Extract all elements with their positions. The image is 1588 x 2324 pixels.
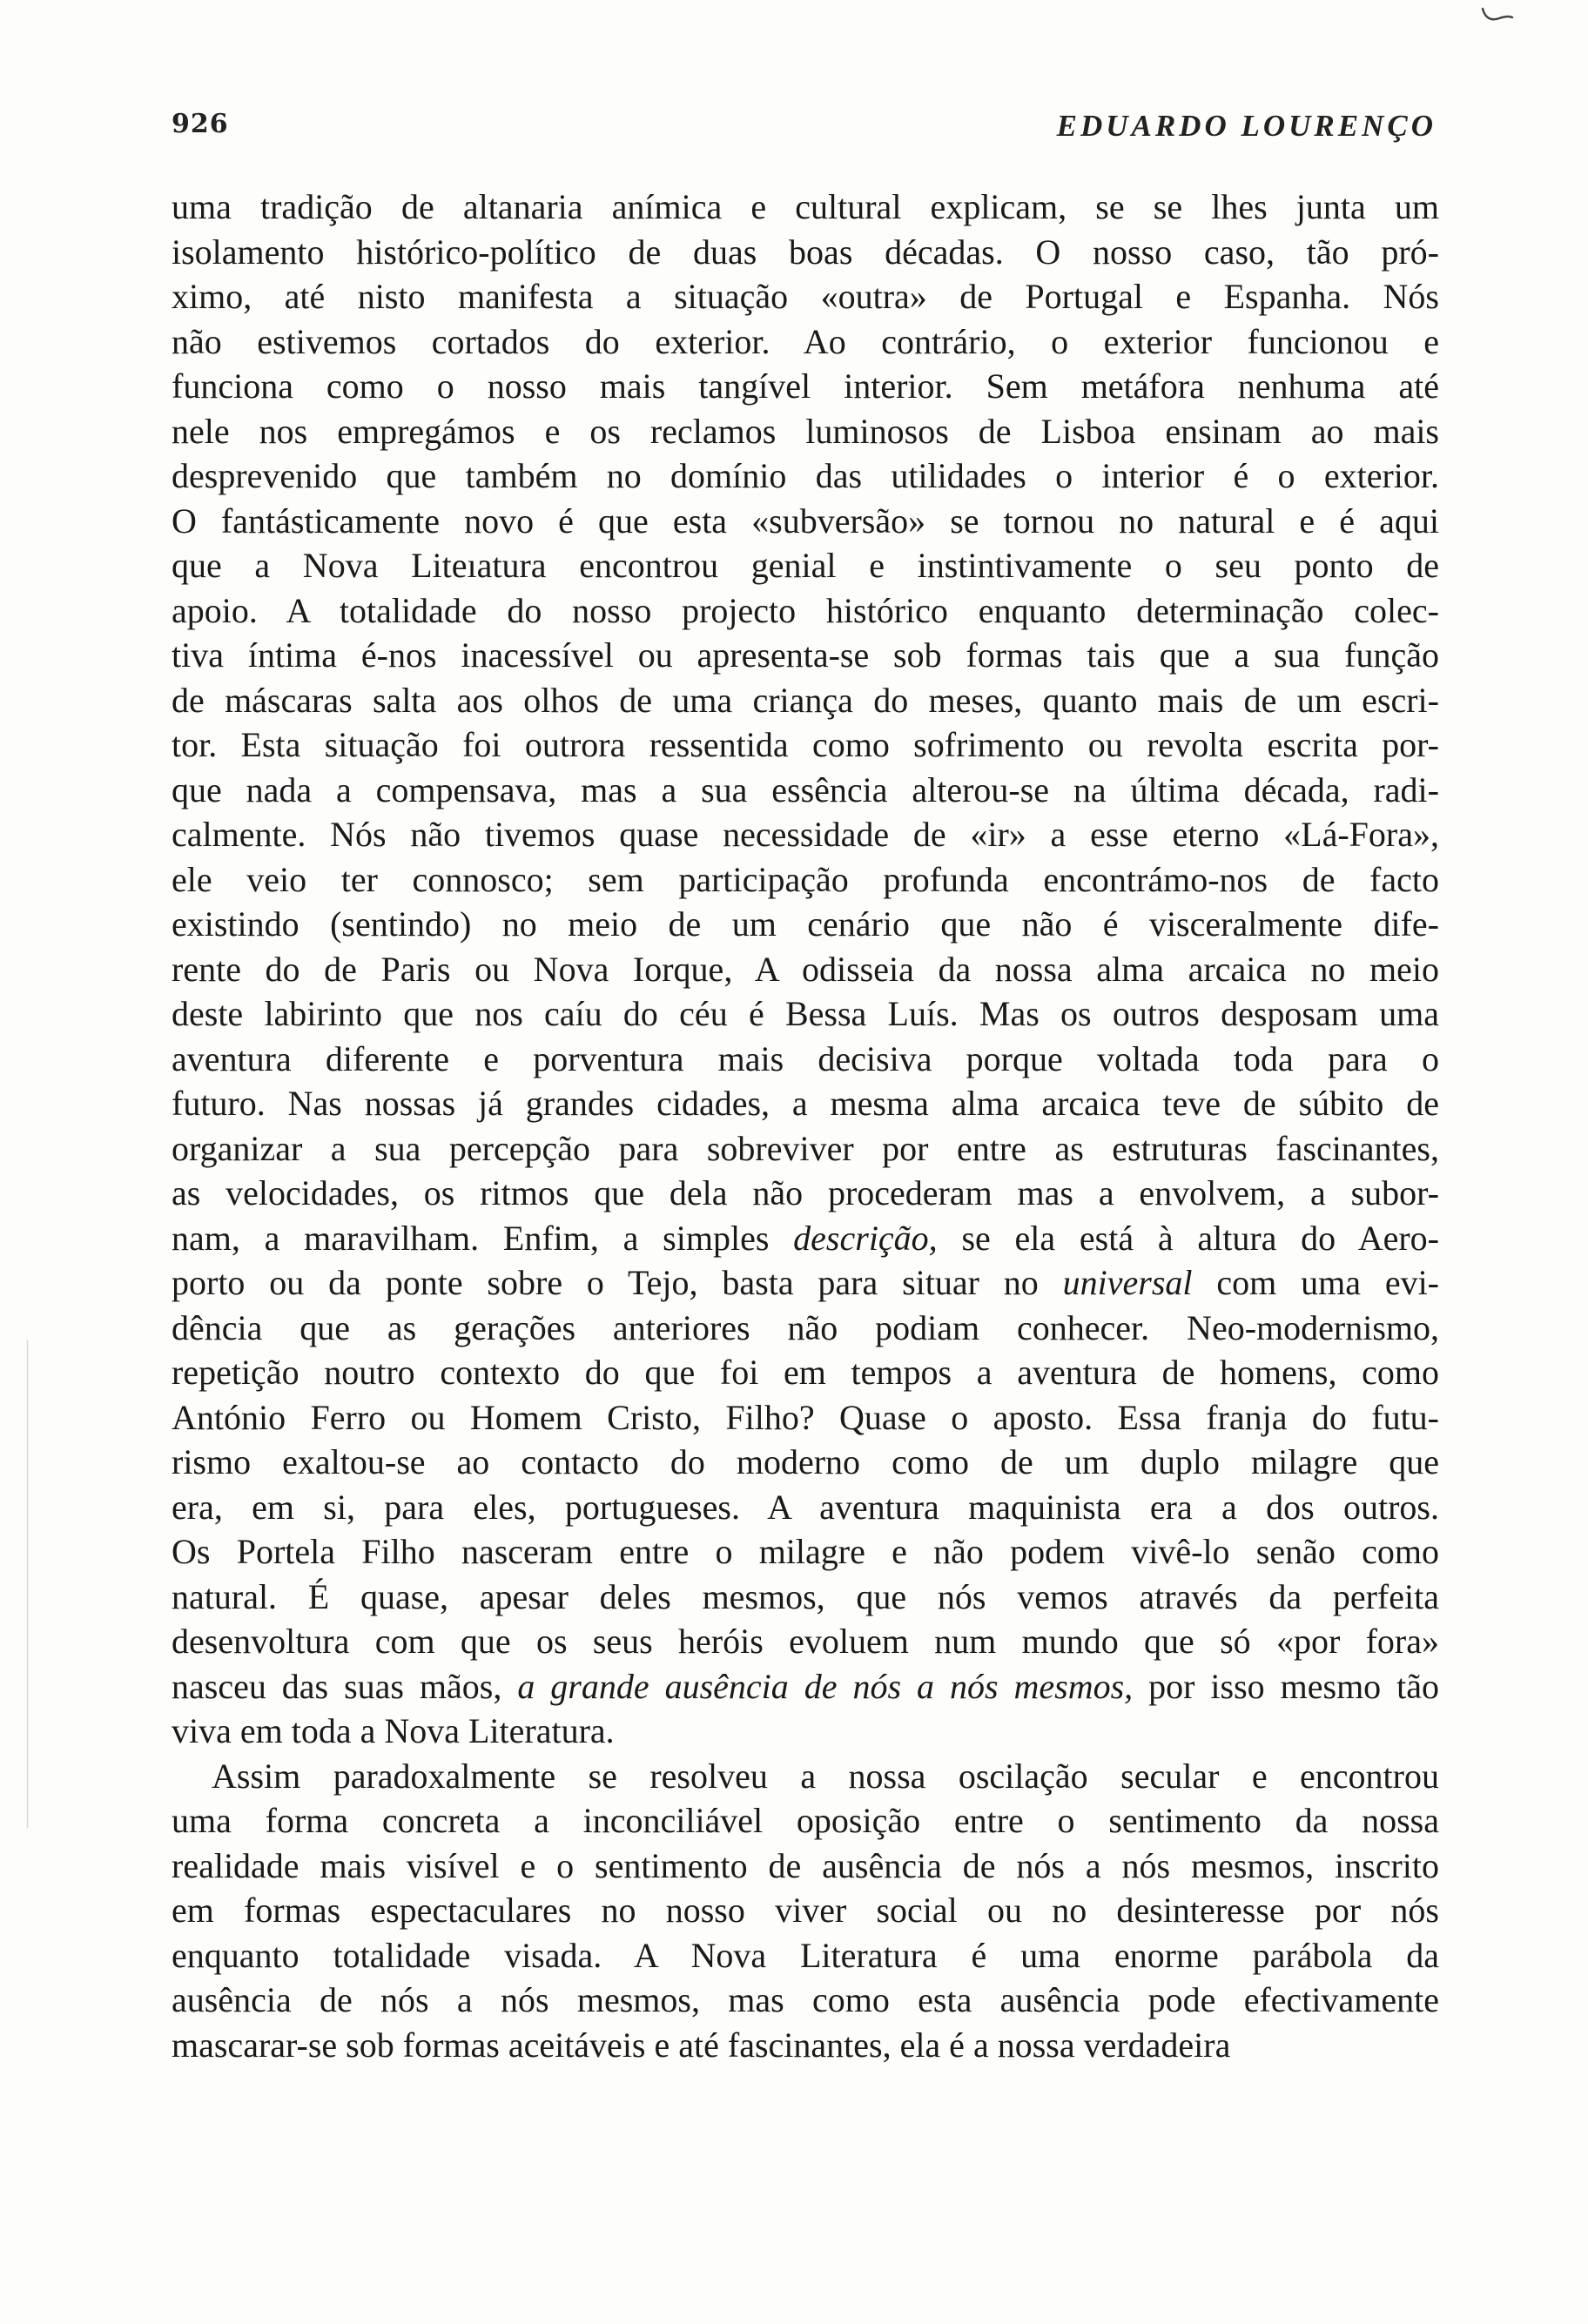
text-run: rente do de Paris ou Nova Iorque, A odisseia da nossa alma arcaica no meio xyxy=(172,949,1439,989)
text-run: calmente. Nós não tivemos quase necessidade de «ir» a esse eterno «Lá-Fora», xyxy=(172,815,1439,854)
text-run: desprevenido que também no domínio das utilidades o interior é o exterior. xyxy=(172,456,1439,495)
text-run: isolamento histórico-político de duas boas décadas. O nosso caso, tão pró- xyxy=(172,232,1439,272)
text-run: tiva íntima é-nos inacessível ou apresenta-se sob formas tais que a sua função xyxy=(172,635,1439,675)
text-line xyxy=(172,722,1439,768)
text-line xyxy=(172,678,1439,723)
text-line xyxy=(172,1619,1439,1664)
text-run: ximo, até nisto manifesta a situação «outra» de Portugal e Espanha. Nós xyxy=(172,277,1439,316)
text-line xyxy=(172,1888,1439,1933)
text-run: em formas espectaculares no nosso viver social ou no desinteresse por nós xyxy=(172,1891,1439,1930)
text-run: tor. Esta situação foi outrora ressentida como sofrimento ou revolta escrita por- xyxy=(172,725,1439,764)
text-run: que nada a compensava, mas a sua essência alterou-se na última década, radi- xyxy=(172,769,1439,809)
text-run: mascarar-se sob formas aceitáveis e até fascinantes, ela é a nossa verdadeira xyxy=(172,2025,1231,2065)
text-line xyxy=(172,1395,1439,1441)
text-run: por isso mesmo tão xyxy=(1133,1666,1440,1706)
text-line xyxy=(172,230,1439,275)
page-number: 926 xyxy=(172,109,229,139)
text-run: nasceu das suas mãos, xyxy=(172,1666,518,1706)
text-run: O fantásticamente novo é que esta «subversão» se tornou no natural e é aqui xyxy=(172,500,1439,541)
text-run: rismo exaltou-se ao contacto do moderno como de um duplo milagre que xyxy=(172,1442,1439,1481)
text-line xyxy=(172,453,1439,499)
text-line xyxy=(172,768,1439,813)
text-line xyxy=(172,1978,1439,2023)
text-run: enquanto totalidade visada. A Nova Literatura é uma enorme parábola da xyxy=(172,1935,1439,1975)
text-line xyxy=(172,812,1439,857)
pencil-mark-icon xyxy=(1480,3,1515,24)
text-line xyxy=(172,185,1439,230)
text-run: porto ou da ponte sobre o Tejo, basta para situar no xyxy=(172,1263,1063,1302)
scan-gutter-line xyxy=(26,1340,29,1828)
text-run: realidade mais visível e o sentimento de ausência de nós a nós mesmos, inscrito xyxy=(172,1845,1439,1885)
text-line xyxy=(172,2023,1439,2068)
text-run: nam, a maravilham. Enfim, a simples xyxy=(172,1218,794,1258)
text-run: existindo (sentindo) no meio de um cenário que não é visceralmente dife- xyxy=(172,904,1439,944)
text-line xyxy=(172,1798,1439,1844)
text-run: repetição noutro contexto do que foi em tempos a aventura de homens, como xyxy=(172,1353,1439,1392)
text-run: funciona como o nosso mais tangível interior. Sem metáfora nenhuma até xyxy=(172,366,1439,406)
text-line xyxy=(172,319,1439,365)
text-line xyxy=(172,1171,1439,1216)
text-line xyxy=(172,1126,1439,1172)
text-line xyxy=(172,1664,1439,1709)
text-run: Assim paradoxalmente se resolveu a nossa oscilação secular e encontrou xyxy=(212,1756,1439,1796)
text-run: que a Nova Liteıatura encontrou genial e instintivamente o seu ponto de xyxy=(172,546,1439,585)
text-line xyxy=(172,409,1439,454)
text-run: se ela está à altura do Aero- xyxy=(937,1218,1439,1258)
text-line xyxy=(172,588,1439,634)
text-run: de máscaras salta aos olhos de uma criança do meses, quanto mais de um escri- xyxy=(172,680,1439,720)
text-run: ele veio ter connosco; sem participação profunda encontrámo-nos de facto xyxy=(172,859,1439,899)
text-run: não estivemos cortados do exterior. Ao contrário, o exterior funcionou e xyxy=(172,321,1439,361)
text-line xyxy=(172,1260,1439,1306)
text-line xyxy=(172,1216,1439,1261)
text-run: nele nos empregámos e os reclamos luminosos de Lisboa ensinam ao mais xyxy=(172,411,1439,451)
text-run: viva em toda a Nova Literatura. xyxy=(172,1711,615,1750)
text-line xyxy=(172,1037,1439,1082)
text-line xyxy=(172,1081,1439,1126)
text-line xyxy=(172,1933,1439,1978)
text-run: deste labirinto que nos caíu do céu é Bessa Luís. Mas os outros desposam uma xyxy=(172,994,1439,1033)
text-line xyxy=(172,1709,1439,1754)
page-header xyxy=(172,109,1437,161)
text-line xyxy=(172,1754,1439,1799)
text-run: dência que as gerações anteriores não podiam conhecer. Neo-modernismo, xyxy=(172,1307,1439,1347)
text-run: era, em si, para eles, portugueses. A aventura maquinista era a dos outros. xyxy=(172,1487,1439,1527)
body-text xyxy=(172,185,1439,2067)
text-run: uma forma concreta a inconciliável oposição entre o sentimento da nossa xyxy=(172,1801,1439,1840)
text-run: António Ferro ou Homem Cristo, Filho? Quase o aposto. Essa franja do futu- xyxy=(172,1397,1439,1437)
text-line xyxy=(172,1440,1439,1485)
text-run: natural. É quase, apesar deles mesmos, que nós vemos através da perfeita xyxy=(172,1576,1439,1616)
running-head: EDUARDO LOURENÇO xyxy=(1056,109,1437,143)
italic-phrase: a grande ausência de nós a nós mesmos, xyxy=(517,1666,1134,1706)
paragraph xyxy=(172,185,1439,1754)
text-line xyxy=(172,1306,1439,1351)
paragraph xyxy=(172,1754,1439,2068)
text-line xyxy=(172,1350,1439,1395)
text-run: organizar a sua percepção para sobreviver por entre as estruturas fascinantes, xyxy=(172,1128,1439,1168)
text-line xyxy=(172,947,1439,992)
text-line xyxy=(172,1529,1439,1575)
text-line xyxy=(172,902,1439,947)
text-line xyxy=(172,991,1439,1037)
text-run: futuro. Nas nossas já grandes cidades, a mesma alma arcaica teve de súbito de xyxy=(172,1084,1439,1123)
text-line xyxy=(172,633,1439,678)
text-line xyxy=(172,1575,1439,1620)
text-line xyxy=(172,543,1439,588)
text-run: uma tradição de altanaria anímica e cultural explicam, se se lhes junta um xyxy=(172,187,1439,226)
italic-phrase: descrição, xyxy=(793,1218,938,1258)
text-run: desenvoltura com que os seus heróis evoluem num mundo que só «por fora» xyxy=(172,1622,1439,1661)
text-run: com uma evi- xyxy=(1192,1263,1440,1302)
text-run: as velocidades, os ritmos que dela não procederam mas a envolvem, a subor- xyxy=(172,1173,1439,1212)
text-line xyxy=(172,1844,1439,1889)
italic-phrase: universal xyxy=(1062,1263,1193,1302)
text-line xyxy=(172,274,1439,319)
text-line xyxy=(172,1485,1439,1530)
text-line xyxy=(172,499,1439,544)
text-run: aventura diferente e porventura mais decisiva porque voltada toda para o xyxy=(172,1038,1439,1078)
text-run: Os Portela Filho nasceram entre o milagre e não podem vivê-lo senão como xyxy=(172,1532,1439,1571)
text-line xyxy=(172,364,1439,409)
text-line xyxy=(172,857,1439,903)
text-run: ausência de nós a nós mesmos, mas como esta ausência pode efectivamente xyxy=(172,1980,1439,2019)
text-run: apoio. A totalidade do nosso projecto histórico enquanto determinação colec- xyxy=(172,590,1439,630)
